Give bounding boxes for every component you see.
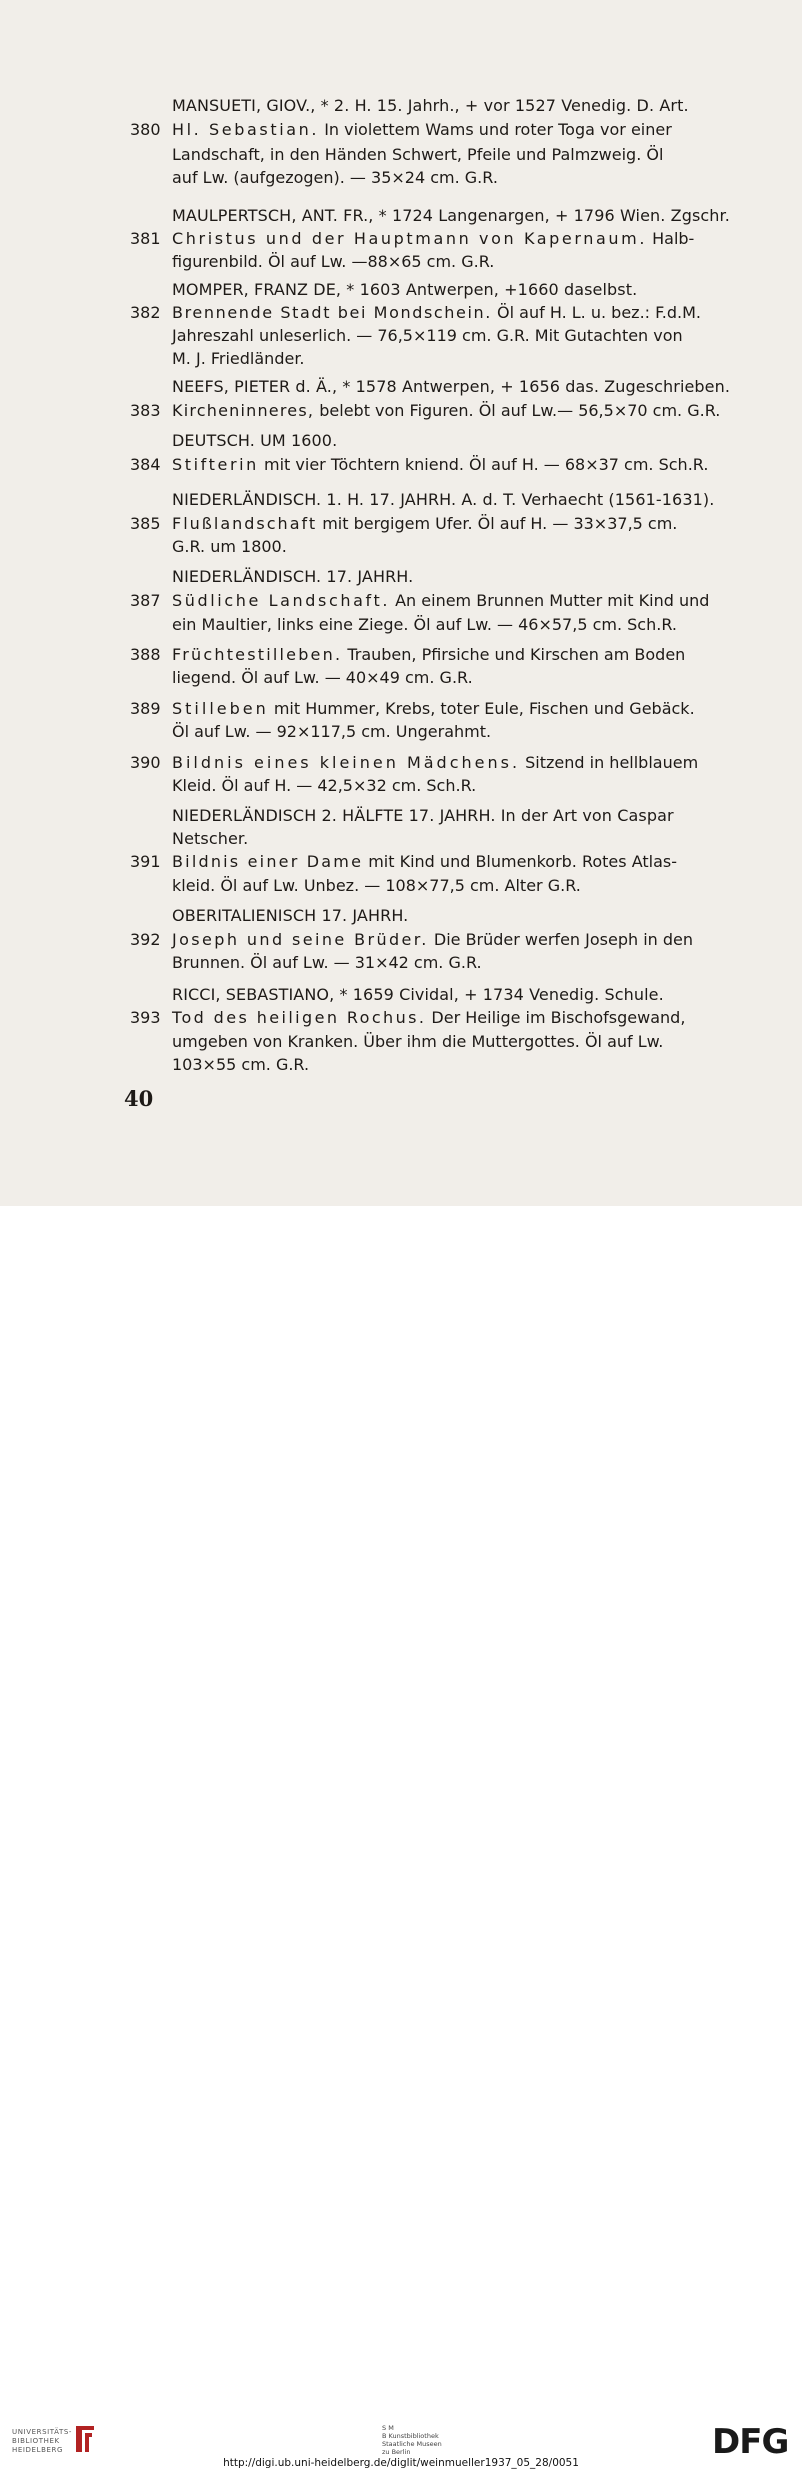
lot-description: Früchtestilleben. Trauben, Pfirsiche und Kirschen am Boden [172, 645, 686, 664]
lot-description-line: Öl auf Lw. — 92×117,5 cm. Ungerahmt. [172, 722, 492, 741]
artist-heading: NIEDERLÄNDISCH. 1. H. 17. JAHRH. A. d. T. Verhaecht (1561-1631). [172, 490, 715, 509]
lot-number: 388 [130, 645, 161, 664]
lot-description: Christus und der Hauptmann von Kapernaum. Halb- [172, 229, 695, 248]
lot-description: Stilleben mit Hummer, Krebs, toter Eule, Fischen und Gebäck. [172, 699, 695, 718]
lot-title: Bildnis einer Dame [172, 852, 364, 871]
lot-number: 387 [130, 591, 161, 610]
lot-description: Bildnis eines kleinen Mädchens. Sitzend in hellblauem [172, 753, 699, 772]
lot-number: 391 [130, 852, 161, 871]
lot-title: Flußlandschaft [172, 514, 318, 533]
lot-description-line: figurenbild. Öl auf Lw. —88×65 cm. G.R. [172, 252, 495, 271]
artist-heading: NIEDERLÄNDISCH 2. HÄLFTE 17. JAHRH. In der Art von Caspar [172, 806, 674, 825]
artist-heading-cont: Netscher. [172, 829, 249, 848]
artist-heading: NIEDERLÄNDISCH. 17. JAHRH. [172, 567, 414, 586]
university-library-label: UNIVERSITÄTS- BIBLIOTHEK HEIDELBERG [12, 2428, 73, 2454]
lot-description: Tod des heiligen Rochus. Der Heilige im Bischofsgewand, [172, 1008, 686, 1027]
artist-heading: OBERITALIENISCH 17. JAHRH. [172, 906, 409, 925]
artist-heading: NEEFS, PIETER d. Ä., * 1578 Antwerpen, + 1656 das. Zugeschrieben. [172, 377, 731, 396]
lot-title: Brennende Stadt bei Mondschein. [172, 303, 492, 322]
lot-number: 393 [130, 1008, 161, 1027]
dfg-logo: DFG [712, 2422, 789, 2462]
lot-number: 389 [130, 699, 161, 718]
lot-description-line: G.R. um 1800. [172, 537, 287, 556]
lot-number: 392 [130, 930, 161, 949]
lot-number: 384 [130, 455, 161, 474]
catalog-page [0, 0, 802, 1206]
lot-description-line: Brunnen. Öl auf Lw. — 31×42 cm. G.R. [172, 953, 482, 972]
lot-description-line: kleid. Öl auf Lw. Unbez. — 108×77,5 cm. Alter G.R. [172, 876, 581, 895]
lot-number: 380 [130, 120, 161, 139]
lot-description-line: Jahreszahl unleserlich. — 76,5×119 cm. G.R. Mit Gutachten von [172, 326, 683, 345]
lot-number: 382 [130, 303, 161, 322]
lot-title: Stifterin [172, 455, 259, 474]
kunstbibliothek-logo: S M B Kunstbibliothek Staatliche Museen zu Berlin [382, 2424, 442, 2456]
viewer-footer [0, 1206, 802, 2469]
lot-description-line: ein Maultier, links eine Ziege. Öl auf Lw. — 46×57,5 cm. Sch.R. [172, 615, 677, 634]
lot-number: 381 [130, 229, 161, 248]
lot-description-line: Kleid. Öl auf H. — 42,5×32 cm. Sch.R. [172, 776, 477, 795]
lot-title: Früchtestilleben. [172, 645, 343, 664]
lot-description-line: auf Lw. (aufgezogen). — 35×24 cm. G.R. [172, 168, 498, 187]
lot-description-line: Landschaft, in den Händen Schwert, Pfeile und Palmzweig. Öl [172, 145, 664, 164]
lot-description: Bildnis einer Dame mit Kind und Blumenkorb. Rotes Atlas- [172, 852, 677, 871]
lot-title: Stilleben [172, 699, 269, 718]
lot-description: Flußlandschaft mit bergigem Ufer. Öl auf H. — 33×37,5 cm. [172, 514, 678, 533]
lot-description-line: liegend. Öl auf Lw. — 40×49 cm. G.R. [172, 668, 473, 687]
lot-description-line: umgeben von Kranken. Über ihm die Muttergottes. Öl auf Lw. [172, 1032, 664, 1051]
artist-heading: MAULPERTSCH, ANT. FR., * 1724 Langenargen, + 1796 Wien. Zgschr. [172, 206, 730, 225]
artist-heading: DEUTSCH. UM 1600. [172, 431, 338, 450]
lot-title: Tod des heiligen Rochus. [172, 1008, 427, 1027]
artist-heading: MOMPER, FRANZ DE, * 1603 Antwerpen, +1660 daselbst. [172, 280, 638, 299]
permalink-url[interactable]: http://digi.ub.uni-heidelberg.de/diglit/weinmueller1937_05_28/0051 [223, 2457, 579, 2469]
lot-number: 390 [130, 753, 161, 772]
lot-title: Joseph und seine Brüder. [172, 930, 429, 949]
lot-description: Hl. Sebastian. In violettem Wams und roter Toga vor einer [172, 120, 672, 139]
lot-title: Südliche Landschaft. [172, 591, 391, 610]
lot-description-line: M. J. Friedländer. [172, 349, 305, 368]
lot-title: Kircheninneres, [172, 401, 315, 420]
page-number: 40 [124, 1086, 154, 1111]
artist-heading: MANSUETI, GIOV., * 2. H. 15. Jahrh., + vor 1527 Venedig. D. Art. [172, 96, 689, 115]
artist-heading: RICCI, SEBASTIANO, * 1659 Cividal, + 1734 Venedig. Schule. [172, 985, 664, 1004]
lot-description: Südliche Landschaft. An einem Brunnen Mutter mit Kind und [172, 591, 710, 610]
lot-description: Joseph und seine Brüder. Die Brüder werfen Joseph in den [172, 930, 694, 949]
university-logo-icon [72, 2422, 98, 2456]
lot-number: 385 [130, 514, 161, 533]
lot-number: 383 [130, 401, 161, 420]
lot-title: Christus und der Hauptmann von Kapernaum. [172, 229, 648, 248]
lot-title: Hl. Sebastian. [172, 120, 320, 139]
lot-description: Kircheninneres, belebt von Figuren. Öl auf Lw.— 56,5×70 cm. G.R. [172, 401, 721, 420]
lot-description: Brennende Stadt bei Mondschein. Öl auf H. L. u. bez.: F.d.M. [172, 303, 701, 322]
lot-description-line: 103×55 cm. G.R. [172, 1055, 310, 1074]
lot-title: Bildnis eines kleinen Mädchens. [172, 753, 521, 772]
lot-description: Stifterin mit vier Töchtern kniend. Öl auf H. — 68×37 cm. Sch.R. [172, 455, 709, 474]
